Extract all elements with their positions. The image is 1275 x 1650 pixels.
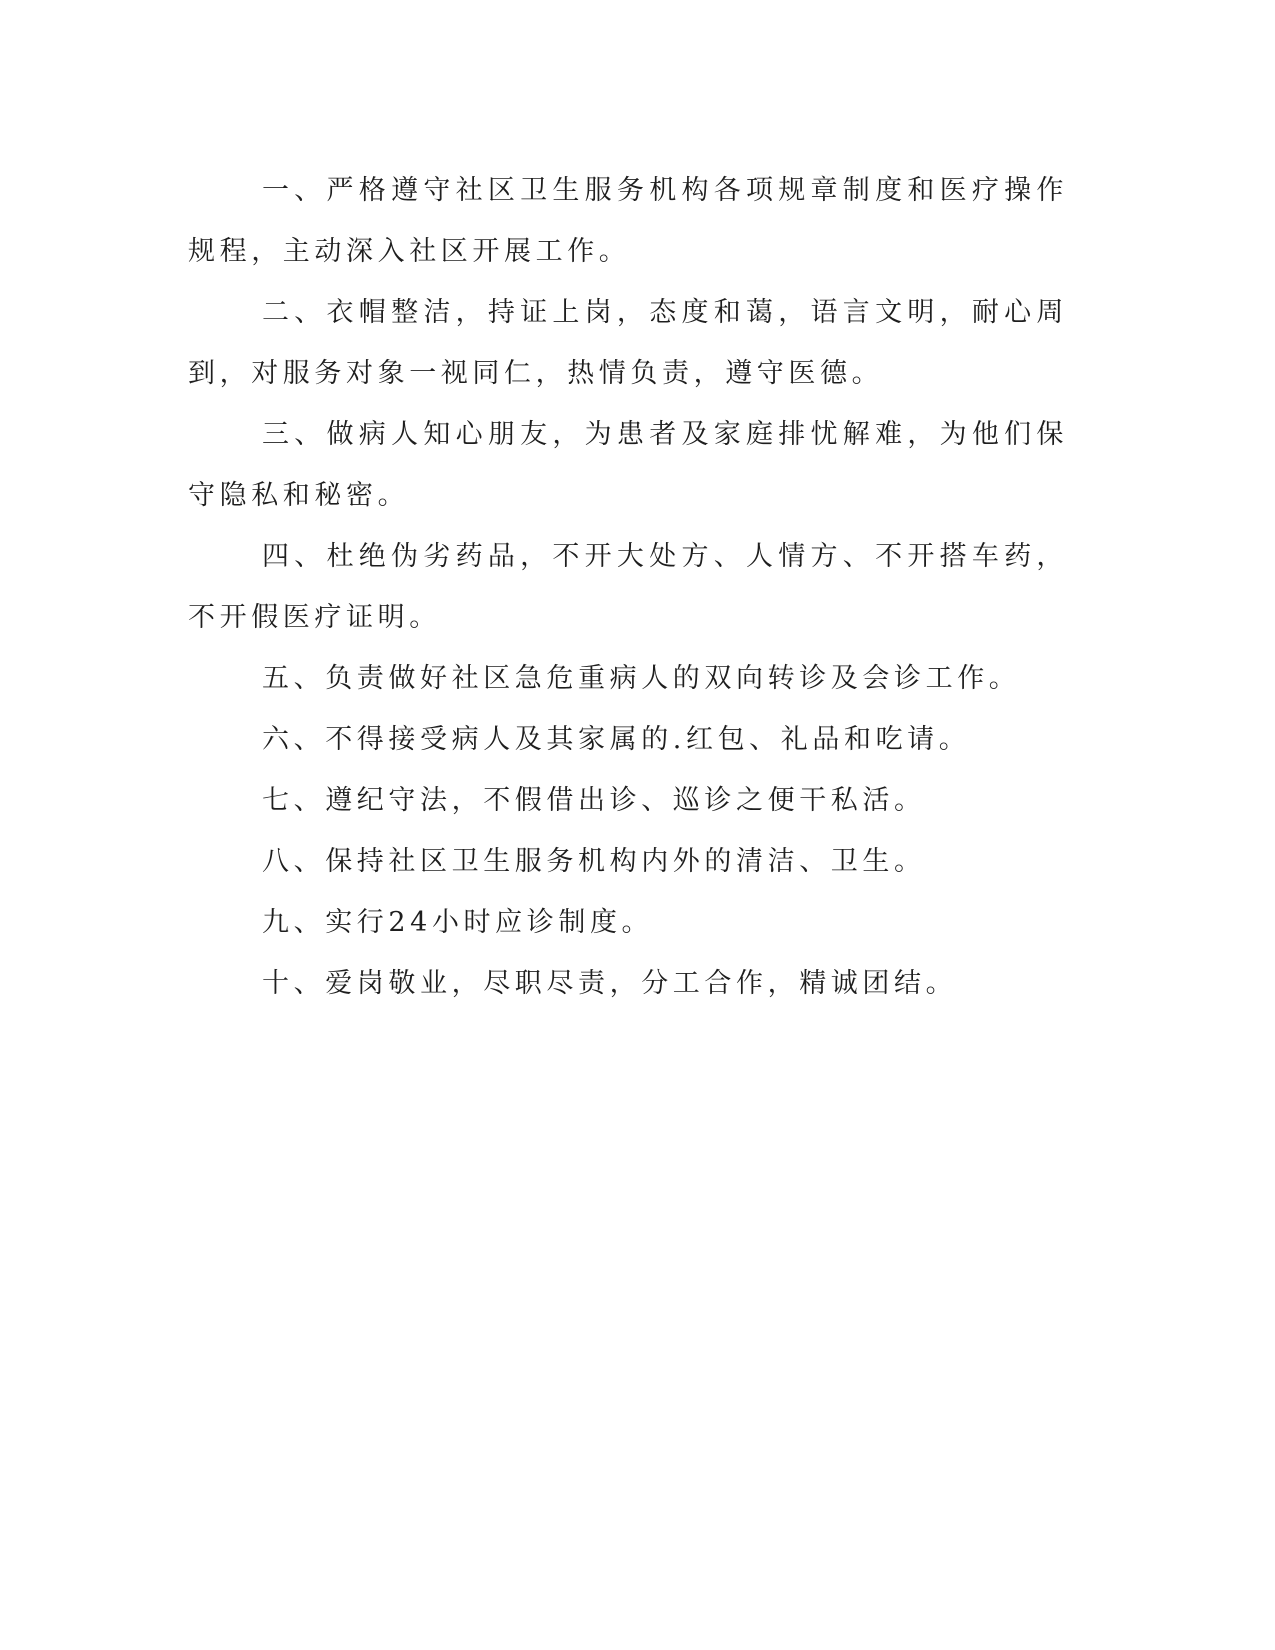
rule-paragraph-10: 十、爱岗敬业，尽职尽责，分工合作，精诚团结。 [262, 968, 958, 999]
rule-paragraph-9: 九、实行24小时应诊制度。 [262, 907, 654, 938]
rule-paragraph-1: 一、严格遵守社区卫生服务机构各项规章制度和医疗操作规程，主动深入社区开展工作。 [188, 175, 1068, 267]
rule-paragraph-7: 七、遵纪守法，不假借出诊、巡诊之便干私活。 [262, 785, 926, 816]
rule-paragraph-5: 五、负责做好社区急危重病人的双向转诊及会诊工作。 [262, 663, 1021, 694]
rule-paragraph-4: 四、杜绝伪劣药品，不开大处方、人情方、不开搭车药，不开假医疗证明。 [188, 541, 1068, 633]
rule-paragraph-3: 三、做病人知心朋友，为患者及家庭排忧解难，为他们保守隐私和秘密。 [188, 419, 1068, 511]
rule-paragraph-6: 六、不得接受病人及其家属的.红包、礼品和吃请。 [262, 724, 971, 755]
rule-paragraph-8: 八、保持社区卫生服务机构内外的清洁、卫生。 [262, 846, 926, 877]
rule-paragraph-2: 二、衣帽整洁，持证上岗，态度和蔼，语言文明，耐心周到，对服务对象一视同仁，热情负责，遵守医德。 [188, 297, 1068, 389]
document-body [188, 160, 1068, 1014]
